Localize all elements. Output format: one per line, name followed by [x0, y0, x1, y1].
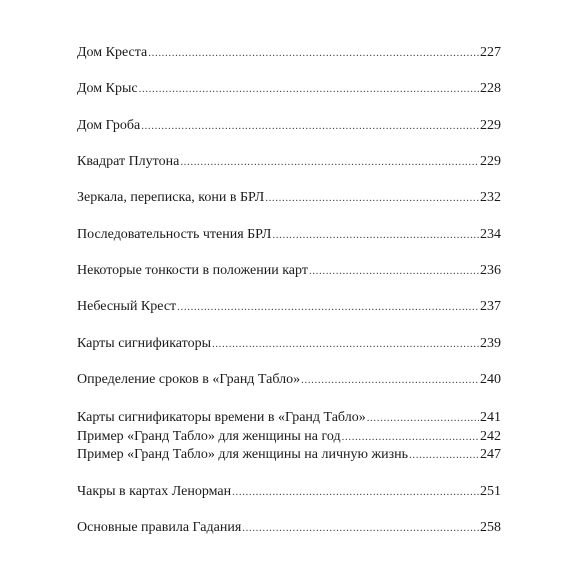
toc-entry — [77, 410, 501, 426]
toc-entry-page-number: 228 — [480, 81, 501, 96]
toc-entry — [77, 336, 501, 352]
toc-entry-title: Дом Крыс — [77, 81, 138, 96]
toc-entry-page-number: 239 — [480, 336, 501, 351]
toc-entry — [77, 154, 501, 170]
dot-leader — [409, 447, 479, 463]
toc-entry — [77, 429, 501, 445]
toc-entry-title: Дом Гроба — [77, 118, 141, 133]
toc-entry-title: Чакры в картах Ленорман — [77, 484, 232, 499]
toc-entry-page-number: 236 — [480, 263, 501, 278]
dot-leader — [148, 45, 479, 61]
toc-entry — [77, 299, 501, 315]
dot-leader — [367, 410, 479, 426]
toc-entry-title: Последовательность чтения БРЛ — [77, 227, 272, 242]
dot-leader — [265, 190, 479, 206]
toc-entry-title: Карты сигнификаторы времени в «Гранд Табло» — [77, 410, 366, 425]
toc-entry-page-number: 237 — [480, 299, 501, 314]
toc-entry-title: Зеркала, переписка, кони в БРЛ — [77, 190, 265, 205]
dot-leader — [342, 429, 479, 445]
toc-entry — [77, 118, 501, 134]
toc-entry — [77, 263, 501, 279]
dot-leader — [242, 520, 479, 536]
toc-entry-page-number: 234 — [480, 227, 501, 242]
toc-entry-title: Карты сигнификаторы — [77, 336, 211, 351]
dot-leader — [212, 336, 479, 352]
dot-leader — [309, 263, 479, 279]
dot-leader — [272, 227, 479, 243]
toc-entry-page-number: 241 — [480, 410, 501, 425]
toc-entry-page-number: 229 — [480, 118, 501, 133]
toc-entry — [77, 520, 501, 536]
toc-entry-page-number: 247 — [480, 447, 501, 462]
toc-entry-title: Некоторые тонкости в положении карт — [77, 263, 308, 278]
dot-leader — [139, 81, 479, 97]
toc-entry-page-number: 232 — [480, 190, 501, 205]
toc-entry-page-number: 227 — [480, 45, 501, 60]
toc-entry-title: Основные правила Гадания — [77, 520, 242, 535]
toc-entry-page-number: 240 — [480, 372, 501, 387]
toc-entry-title: Пример «Гранд Табло» для женщины на личную жизнь — [77, 447, 409, 462]
toc-entry — [77, 81, 501, 97]
toc-entry — [77, 45, 501, 61]
table-of-contents — [77, 0, 501, 575]
toc-entry — [77, 447, 501, 463]
dot-leader — [141, 118, 479, 134]
toc-entry — [77, 190, 501, 206]
toc-entry-title: Пример «Гранд Табло» для женщины на год — [77, 429, 341, 444]
toc-entry — [77, 484, 501, 500]
toc-entry-title: Небесный Крест — [77, 299, 177, 314]
toc-entry-title: Дом Креста — [77, 45, 148, 60]
toc-entry — [77, 372, 501, 388]
toc-entry-page-number: 258 — [480, 520, 501, 535]
toc-entry-page-number: 242 — [480, 429, 501, 444]
toc-entry-title: Определение сроков в «Гранд Табло» — [77, 372, 301, 387]
dot-leader — [301, 372, 479, 388]
dot-leader — [177, 299, 479, 315]
toc-entry-page-number: 229 — [480, 154, 501, 169]
toc-entry-title: Квадрат Плутона — [77, 154, 180, 169]
dot-leader — [180, 154, 479, 170]
toc-entry-page-number: 251 — [480, 484, 501, 499]
toc-entry — [77, 227, 501, 243]
dot-leader — [232, 484, 479, 500]
